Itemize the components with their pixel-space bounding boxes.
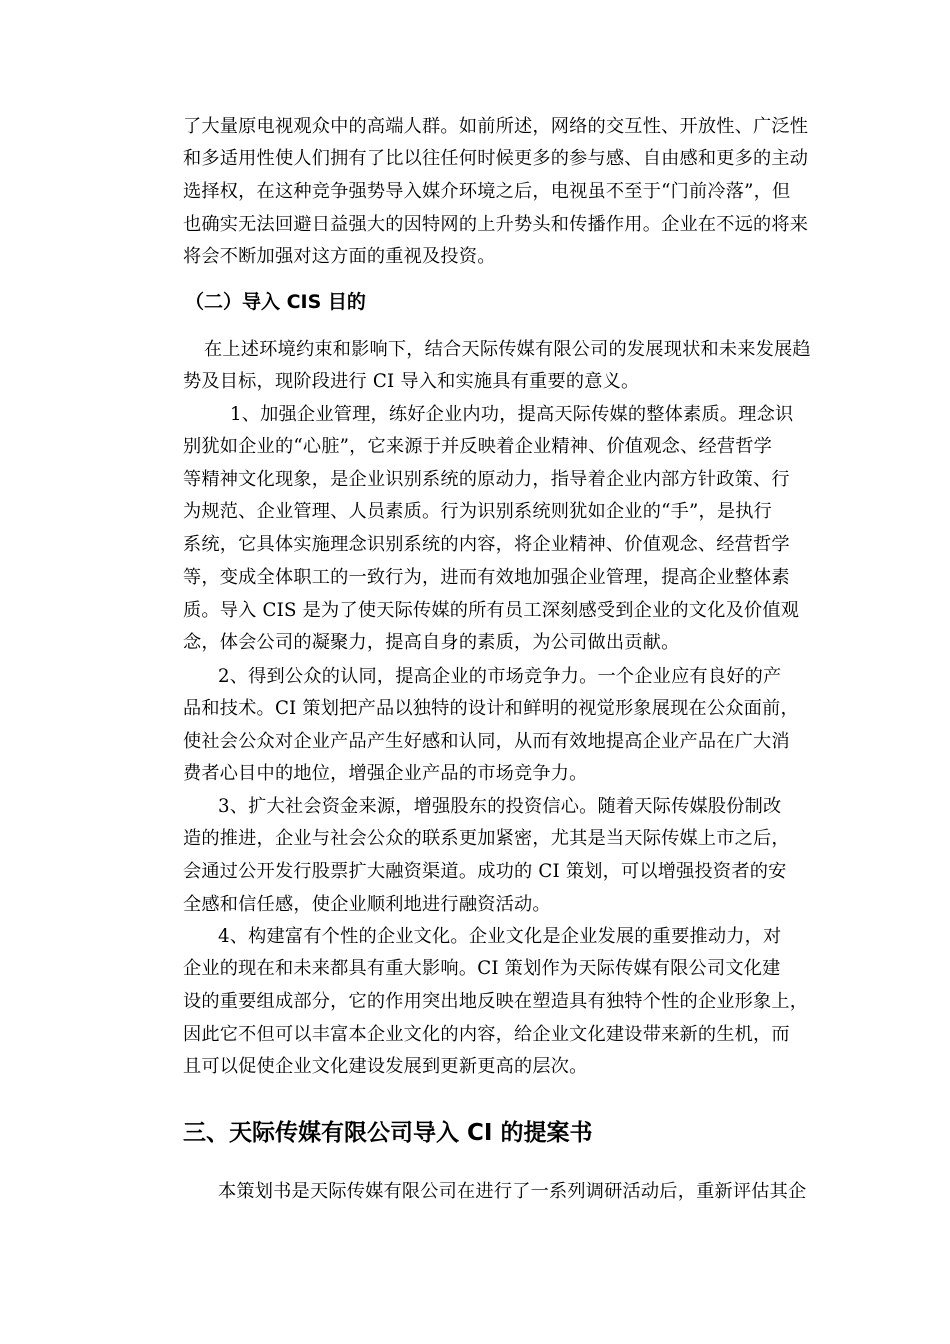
text-line: 等，变成全体职工的一致行为，进而有效地加强企业管理，提高企业整体素 <box>183 567 790 588</box>
text-line: 为规范、企业管理、人员素质。行为识别系统则犹如企业的“手”，是执行 <box>183 501 773 522</box>
text-line: 了大量原电视观众中的高端人群。如前所述，网络的交互性、开放性、广泛性 <box>183 116 809 137</box>
text-line: 4、构建富有个性的企业文化。企业文化是企业发展的重要推动力，对 <box>218 926 782 947</box>
text-line: 2、得到公众的认同，提高企业的市场竞争力。一个企业应有良好的产 <box>218 666 782 687</box>
text-line: 费者心目中的地位，增强企业产品的市场竞争力。 <box>183 763 588 784</box>
text-line: 质。导入 CIS 是为了使天际传媒的所有员工深刻感受到企业的文化及价值观 <box>183 600 800 621</box>
text-line: 本策划书是天际传媒有限公司在进行了一系列调研活动后，重新评估其企 <box>218 1181 807 1202</box>
text-line: 等精神文化现象，是企业识别系统的原动力，指导着企业内部方针政策、行 <box>183 469 790 490</box>
text-line: 且可以促使企业文化建设发展到更新更高的层次。 <box>183 1056 588 1077</box>
text-line: 选择权，在这种竞争强势导入媒介环境之后，电视虽不至于“门前冷落”，但 <box>183 181 791 202</box>
text-line: 因此它不但可以丰富本企业文化的内容，给企业文化建设带来新的生机，而 <box>183 1024 790 1045</box>
text-line: 将会不断加强对这方面的重视及投资。 <box>183 246 496 267</box>
text-line: 品和技术。CI 策划把产品以独特的设计和鲜明的视觉形象展现在公众面前， <box>183 698 799 719</box>
text-line: 3、扩大社会资金来源，增强股东的投资信心。随着天际传媒股份制改 <box>218 796 782 817</box>
text-line: 别犹如企业的“心脏”，它来源于并反映着企业精神、价值观念、经营哲学 <box>183 436 773 457</box>
text-line: 会通过公开发行股票扩大融资渠道。成功的 CI 策划，可以增强投资者的安 <box>183 861 787 882</box>
section-heading: （二）导入 CIS 目的 <box>185 291 366 313</box>
text-line: 1、加强企业管理，练好企业内功，提高天际传媒的整体素质。理念识 <box>230 404 794 425</box>
text-line: 势及目标，现阶段进行 CI 导入和实施具有重要的意义。 <box>183 371 640 392</box>
text-line: 念，体会公司的凝聚力，提高自身的素质，为公司做出贡献。 <box>183 632 680 653</box>
text-line: 和多适用性使人们拥有了比以往任何时候更多的参与感、自由感和更多的主动 <box>183 148 809 169</box>
text-line: 系统，它具体实施理念识别系统的内容，将企业精神、价值观念、经营哲学 <box>183 534 790 555</box>
text-line: 全感和信任感，使企业顺利地进行融资活动。 <box>183 894 551 915</box>
text-line: 设的重要组成部分，它的作用突出地反映在塑造具有独特个性的企业形象上， <box>183 991 809 1012</box>
text-line: 使社会公众对企业产品产生好感和认同，从而有效地提高企业产品在广大消 <box>183 731 790 752</box>
text-line: 在上述环境约束和影响下，结合天际传媒有限公司的发展现状和未来发展趋 <box>204 339 811 360</box>
chapter-heading: 三、天际传媒有限公司导入 CI 的提案书 <box>183 1120 593 1146</box>
text-line: 也确实无法回避日益强大的因特网的上升势头和传播作用。企业在不远的将来 <box>183 214 809 235</box>
text-line: 造的推进，企业与社会公众的联系更加紧密，尤其是当天际传媒上市之后， <box>183 828 790 849</box>
text-line: 企业的现在和未来都具有重大影响。CI 策划作为天际传媒有限公司文化建 <box>183 958 781 979</box>
